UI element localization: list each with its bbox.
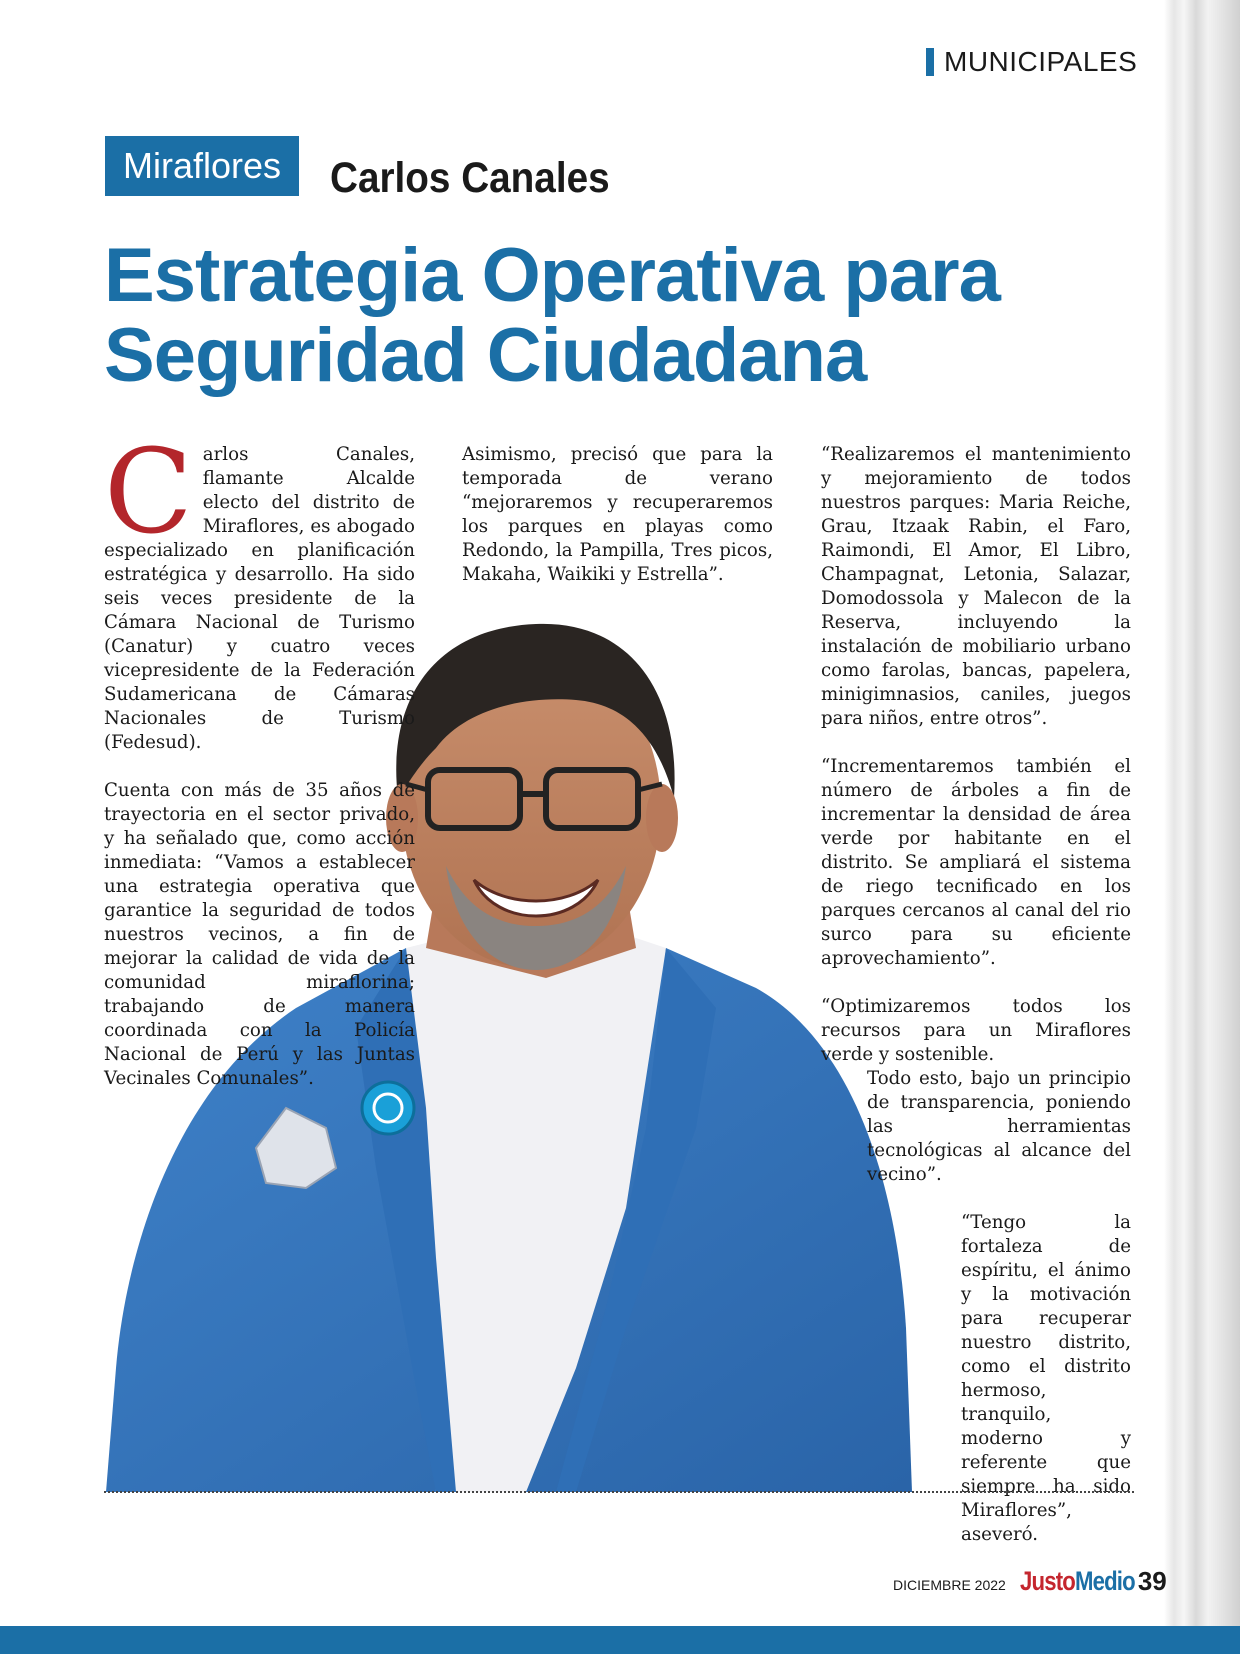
logo-part-2: Medio	[1074, 1566, 1135, 1596]
district-tag: Miraflores	[105, 136, 299, 196]
paragraph-trees: “Incrementaremos también el número de árboles a fin de incrementar la densidad de área verde por habitante en el distrito. Se ampliará el sistema de riego tecnificado en los parques cercanos al canal del rio surco para su eficiente aprovechamiento”.	[821, 756, 1131, 969]
issue-date: DICIEMBRE 2022	[893, 1577, 1006, 1593]
headline-line-1: Estrategia Operativa para	[104, 233, 1000, 318]
magazine-logo	[1019, 1566, 1135, 1597]
section-label: MUNICIPALES	[944, 46, 1138, 77]
person-name: Carlos Canales	[330, 154, 610, 202]
drop-cap: C	[104, 425, 193, 560]
bottom-color-bar	[0, 1626, 1240, 1654]
paragraph-quote: “Tengo la fortaleza de espíritu, el ánimo y la motivación para recuperar nuestro distrito, como el distrito hermoso, tranquilo, moderno y referente que siempre ha sido Miraflores”, aseveró.	[961, 1212, 1131, 1545]
paragraph-maintenance: “Realizaremos el mantenimiento y mejoramiento de todos nuestros parques: Maria Reiche, Grau, Itzaak Rabin, el Faro, Raimondi, El Amor, El Libro, Champagnat, Letonia, Salazar, Domodossola y Malecon de la Reserva, incluyendo la instalación de mobiliario urbano como farolas, bancas, papelera, minigimnasios, caniles, juegos para niños, entre otros”.	[821, 444, 1131, 729]
page-footer	[893, 1566, 1167, 1597]
page-edge	[1164, 0, 1240, 1654]
paragraph-transparency: Todo esto, bajo un principio de transparencia, poniendo las herramientas tecnológicas al alcance del vecino”.	[867, 1068, 1131, 1185]
paragraph-intro-text: arlos Canales, flamante Alcalde electo del distrito de Miraflores, es abogado especializado en planificación estratégica y desarrollo. Ha sido seis veces presidente de la Cámara Nacional de Turismo (Canatur) y cuatro veces vicepresidente de la Federación Sudamericana de Cámaras Nacionales de Turismo (Fedesud).	[104, 444, 415, 753]
section-marker	[926, 48, 934, 76]
headline-line-2: Seguridad Ciudadana	[104, 313, 867, 398]
page-number: 39	[1137, 1566, 1167, 1596]
paragraph-intro	[104, 425, 415, 755]
paragraph-career: Cuenta con más de 35 años de trayectoria en el sector privado, y ha señalado que, como acción inmediata: “Vamos a establecer una estrategia operativa que garantice la seguridad de todos nuestros vecinos, a fin de mejorar la calidad de vida de la comunidad miraflorina; trabajando de manera coordinada con la Policía Nacional de Perú y las Juntas Vecinales Comunales”.	[104, 780, 415, 1089]
article-column-1	[104, 425, 415, 1115]
section-heading	[926, 46, 1137, 78]
article-column-2	[462, 443, 773, 611]
dotted-divider	[104, 1491, 1134, 1493]
paragraph-resources: “Optimizaremos todos los recursos para un Miraflores verde y sostenible.	[821, 996, 1131, 1065]
logo-part-1: Justo	[1019, 1566, 1075, 1596]
headline	[104, 233, 1064, 398]
article-column-3	[821, 443, 1131, 1571]
paragraph-summer-parks: Asimismo, precisó que para la temporada de verano “mejoraremos y recuperaremos los parques en playas como Redondo, la Pampilla, Tres picos, Makaha, Waikiki y Estrella”.	[462, 444, 773, 585]
